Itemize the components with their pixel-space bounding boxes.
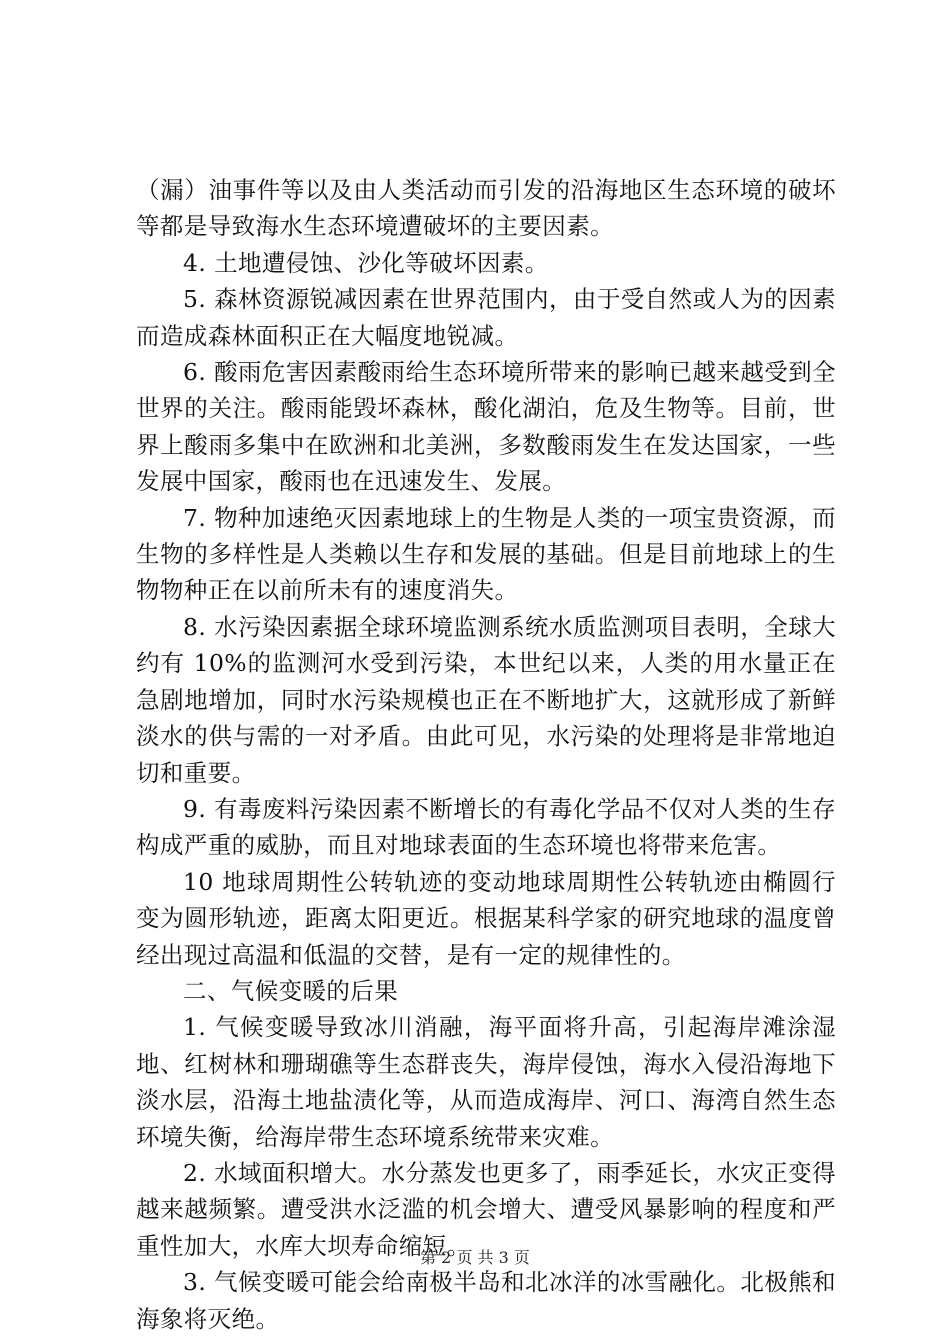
- paragraph-item-7: 7. 物种加速绝灭因素地球上的生物是人类的一项宝贵资源，而生物的多样性是人类赖以生存和发展的基础。但是目前地球上的生物物种正在以前所未有的速度消失。: [136, 503, 836, 605]
- paragraph-item-5: 5. 森林资源锐减因素在世界范围内，由于受自然或人为的因素而造成森林面积正在大幅度地锐减。: [136, 285, 836, 350]
- paragraph-item-9: 9. 有毒废料污染因素不断增长的有毒化学品不仅对人类的生存构成严重的威胁，而且对地球表面的生态环境也将带来危害。: [136, 794, 836, 860]
- paragraph-item-6: 6. 酸雨危害因素酸雨给生态环境所带来的影响已越来越受到全世界的关注。酸雨能毁坏森林，酸化湖泊，危及生物等。目前，世界上酸雨多集中在欧洲和北美洲，多数酸雨发生在发达国家，一些发展中国家，酸雨也在迅速发生、发展。: [136, 358, 836, 496]
- section-heading: 二、气候变暖的后果: [183, 976, 399, 1005]
- paragraph-item-8: 8. 水污染因素据全球环境监测系统水质监测项目表明，全球大约有 10%的监测河水受到污染，本世纪以来，人类的用水量正在急剧地增加，同时水污染规模也正在不断地扩大，这就形成了新鲜淡水的供与需的一对矛盾。由此可见，水污染的处理将是非常地迫切和重要。: [136, 612, 836, 787]
- document-body: [136, 172, 836, 1337]
- page-number-footer: 第 2 页 共 3 页: [420, 1248, 530, 1267]
- paragraph-consequence-2: 2. 水域面积增大。水分蒸发也更多了，雨季延长，水灾正变得越来越频繁。遭受洪水泛滥的机会增大、遭受风暴影响的程度和严重性加大，水库大坝寿命缩短。: [136, 1158, 836, 1260]
- paragraph-item-10: 10 地球周期性公转轨迹的变动地球周期性公转轨迹由椭圆行变为圆形轨迹，距离太阳更近。根据某科学家的研究地球的温度曾经出现过高温和低温的交替，是有一定的规律性的。: [136, 867, 836, 969]
- paragraph-continuation: （漏）油事件等以及由人类活动而引发的沿海地区生态环境的破坏等都是导致海水生态环境遭破坏的主要因素。: [136, 176, 836, 241]
- paragraph-item-4: 4. 土地遭侵蚀、沙化等破坏因素。: [183, 248, 549, 277]
- paragraph-consequence-3: 3. 气候变暖可能会给南极半岛和北冰洋的冰雪融化。北极熊和海象将灭绝。: [136, 1268, 836, 1333]
- paragraph-consequence-1: 1. 气候变暖导致冰川消融，海平面将升高，引起海岸滩涂湿地、红树林和珊瑚礁等生态群丧失，海岸侵蚀，海水入侵沿海地下淡水层，沿海土地盐渍化等，从而造成海岸、河口、海湾自然生态环境失衡，给海岸带生态环境系统带来灾难。: [136, 1013, 836, 1151]
